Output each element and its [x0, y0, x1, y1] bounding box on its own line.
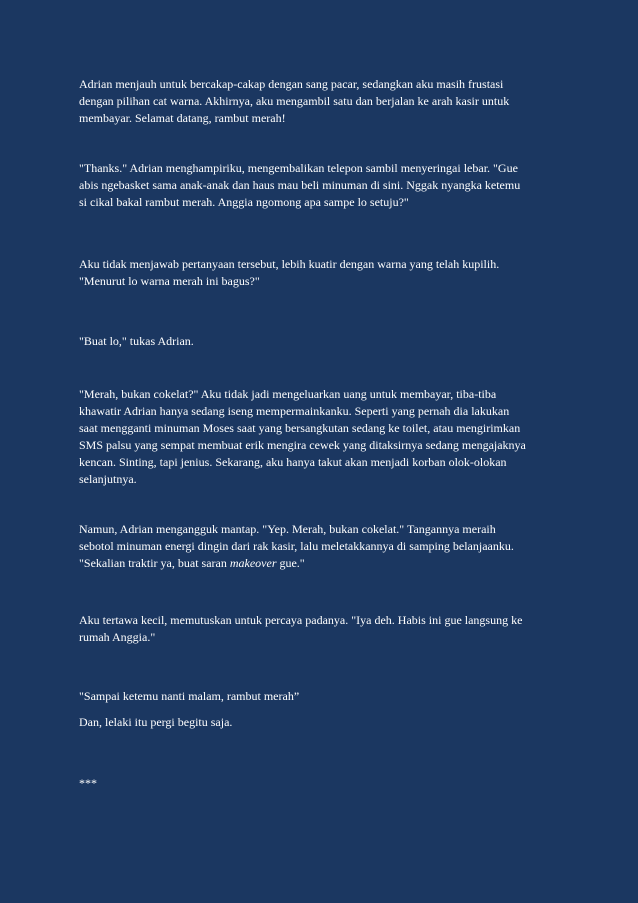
- paragraph-line: si cikal bakal rambut merah. Anggia ngomong apa sampe lo setuju?": [79, 195, 409, 209]
- paragraph-3: [79, 256, 569, 290]
- paragraph-line: sebotol minuman energi dingin dari rak kasir, lalu meletakkannya di samping belanjaanku.: [79, 539, 514, 553]
- paragraph-line: Aku tidak menjawab pertanyaan tersebut, lebih kuatir dengan warna yang telah kupilih.: [79, 257, 500, 271]
- line-text-before: "Sekalian traktir ya, buat saran: [79, 556, 230, 570]
- paragraph-line: "Sampai ketemu nanti malam, rambut merah”: [79, 689, 300, 703]
- scene-break-marker: ***: [79, 776, 97, 790]
- paragraph-line: saat mengganti minuman Moses saat yang bersangkutan sedang ke toilet, atau mengirimkan: [79, 421, 521, 435]
- paragraph-line: "Thanks." Adrian menghampiriku, mengembalikan telepon sambil menyeringai lebar. "Gue: [79, 161, 518, 175]
- scene-break: [79, 775, 569, 792]
- paragraph-line: kencan. Sinting, tapi jenius. Sekarang, aku hanya takut akan menjadi korban olok-olokan: [79, 455, 507, 469]
- line-text-after: gue.": [276, 556, 305, 570]
- paragraph-line: khawatir Adrian hanya sedang iseng mempermainkanku. Seperti yang pernah dia lakukan: [79, 404, 510, 418]
- emphasis-text: makeover: [229, 556, 277, 570]
- paragraph-line: membayar. Selamat datang, rambut merah!: [79, 111, 286, 125]
- paragraph-5: [79, 386, 569, 488]
- paragraph-line: dengan pilihan cat warna. Akhirnya, aku mengambil satu dan berjalan ke arah kasir untuk: [79, 94, 510, 108]
- paragraph-line: SMS palsu yang sempat membuat erik mengira cewek yang ditaksirnya sedang mengajaknya: [79, 438, 526, 452]
- paragraph-7: [79, 612, 569, 646]
- paragraph-9: [79, 714, 569, 731]
- paragraph-line: [79, 555, 569, 572]
- paragraph-line: selanjutnya.: [79, 472, 137, 486]
- paragraph-line: "Buat lo," tukas Adrian.: [79, 334, 194, 348]
- paragraph-line: "Merah, bukan cokelat?" Aku tidak jadi mengeluarkan uang untuk membayar, tiba-tiba: [79, 387, 497, 401]
- paragraph-line: rumah Anggia.": [79, 630, 156, 644]
- paragraph-line: Dan, lelaki itu pergi begitu saja.: [79, 715, 233, 729]
- paragraph-2: [79, 160, 569, 211]
- paragraph-4: [79, 333, 569, 350]
- paragraph-line: Namun, Adrian mengangguk mantap. "Yep. Merah, bukan cokelat." Tangannya meraih: [79, 522, 496, 536]
- paragraph-line: abis ngebasket sama anak-anak dan haus mau beli minuman di sini. Nggak nyangka ketemu: [79, 178, 521, 192]
- paragraph-line: "Menurut lo warna merah ini bagus?": [79, 274, 260, 288]
- paragraph-6: [79, 521, 569, 572]
- paragraph-1: [79, 76, 569, 127]
- paragraph-line: Aku tertawa kecil, memutuskan untuk percaya padanya. "Iya deh. Habis ini gue langsung ke: [79, 613, 523, 627]
- paragraph-8: [79, 688, 569, 705]
- paragraph-line: Adrian menjauh untuk bercakap-cakap dengan sang pacar, sedangkan aku masih frustasi: [79, 77, 504, 91]
